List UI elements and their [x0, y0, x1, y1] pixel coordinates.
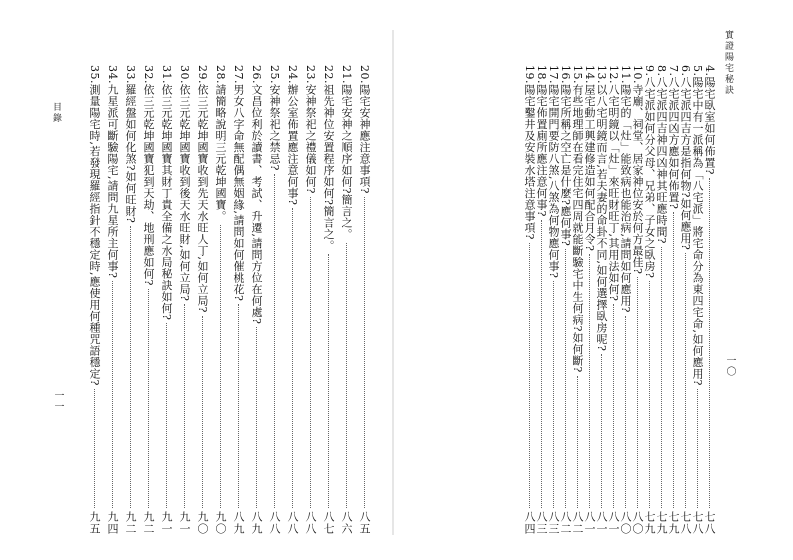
toc-entry[interactable]: 9.八宅派如何分父母、兄弟、子女之臥房? 七九: [643, 65, 656, 535]
toc-entry[interactable]: 25.安神祭祀之禁忌? 八八: [268, 65, 281, 535]
toc-entry[interactable]: 33.羅經盤如何化煞?如何旺財? 九二: [124, 65, 137, 535]
page-gutter: [392, 30, 394, 535]
page-number: 一一: [52, 390, 63, 412]
page-number: 一〇: [724, 355, 735, 377]
toc-entry[interactable]: 22.祖先神位安置程序如何?簡言之。 八七: [322, 65, 335, 535]
toc-entry[interactable]: 24.辦公室佈置應注意何事? 八八: [286, 65, 299, 535]
toc-entry[interactable]: 14.屋宅動工興建修造如何配合月令? 八一: [583, 65, 596, 535]
toc-entry[interactable]: 12.八宅明鏡以「灶」來旺財旺丁,其用法如何? 八一: [607, 65, 620, 535]
running-head: 實證陽宅秘訣: [723, 30, 733, 96]
toc-entry[interactable]: 26.文昌位利於讀書、考試、升遷,請問方位在何處? 八九: [250, 65, 263, 535]
toc-entry[interactable]: 15.有些地理師在看完住宅四周就能斷驗宅中生何病?如何斷? 八二: [571, 65, 584, 535]
toc-entry[interactable]: 17.陽宅開門要防八煞,八煞為何物應何事? 八三: [547, 65, 560, 535]
toc-list: [70, 65, 370, 535]
toc-entry[interactable]: 30.依三元乾坤國寶收到後天水旺財,如何立局? 九一: [178, 65, 191, 535]
toc-entry[interactable]: 4.陽宅臥室如何佈置? 七八: [703, 65, 716, 535]
toc-entry[interactable]: 6.八宅派四吉方是指何物?如何應用? 七八: [679, 65, 692, 535]
running-head: 目錄: [51, 102, 61, 124]
toc-entry[interactable]: 27.男女八字命無配偶無姻緣,請問如何催桃花? 八九: [232, 65, 245, 535]
toc-entry[interactable]: 23.安神祭祀之禮儀如何? 八八: [304, 65, 317, 535]
toc-entry[interactable]: 7.八宅派四凶方應如何佈置? 七九: [667, 65, 680, 535]
toc-entry[interactable]: 13.以八宅明鏡而言,若夫妻的命卦不同,如何選擇臥房呢? 八一: [595, 65, 608, 535]
toc-entry[interactable]: 34.九星派可斷驗陽宅,請問九星所主何事? 九四: [106, 65, 119, 535]
toc-entry[interactable]: 21.陽宅安神之順序如何?簡言之。 八六: [340, 65, 353, 535]
toc-entry[interactable]: 11.陽宅的「灶」能致病也能治病,請問如何應用? 八〇: [619, 65, 632, 535]
toc-entry[interactable]: 19.陽宅鑿井及安裝水塔注意事項? 八四: [523, 65, 536, 535]
toc-list: [480, 65, 715, 535]
toc-entry[interactable]: 5.陽宅中有一派稱為「八宅派」將宅命分為東四宅命,如何應用? 七八: [691, 65, 704, 535]
toc-entry[interactable]: 32.依三元乾坤國寶犯到天劫、地刑應如何? 九二: [142, 65, 155, 535]
toc-entry[interactable]: 8.八宅派四吉神四凶神其旺應時間? 七九: [655, 65, 668, 535]
toc-entry[interactable]: 31.依三元乾坤國寶其財丁貴全備之水局秘訣如何? 九一: [160, 65, 173, 535]
toc-entry[interactable]: 16.陽宅所稱之空亡是什麼?應何事? 八二: [559, 65, 572, 535]
toc-entry[interactable]: 28.請簡略說明三元乾坤國寶。 九〇: [214, 65, 227, 535]
left-page: [50, 30, 380, 535]
toc-entry[interactable]: 35.測量陽宅時,若發現羅經指針不穩定時,應使用何種咒語穩定? 九五: [88, 65, 101, 535]
toc-entry[interactable]: 29.依三元乾坤國寶收到先天水旺人丁,如何立局? 九〇: [196, 65, 209, 535]
toc-entry[interactable]: 10.寺廟、祠堂、居家神位安於何方最佳? 八〇: [631, 65, 644, 535]
toc-entry[interactable]: 18.陽宅佈置廁所應注意何事? 八三: [535, 65, 548, 535]
right-page: [410, 30, 740, 535]
toc-entry[interactable]: 20.陽宅安神應注意事項? 八五: [358, 65, 371, 535]
